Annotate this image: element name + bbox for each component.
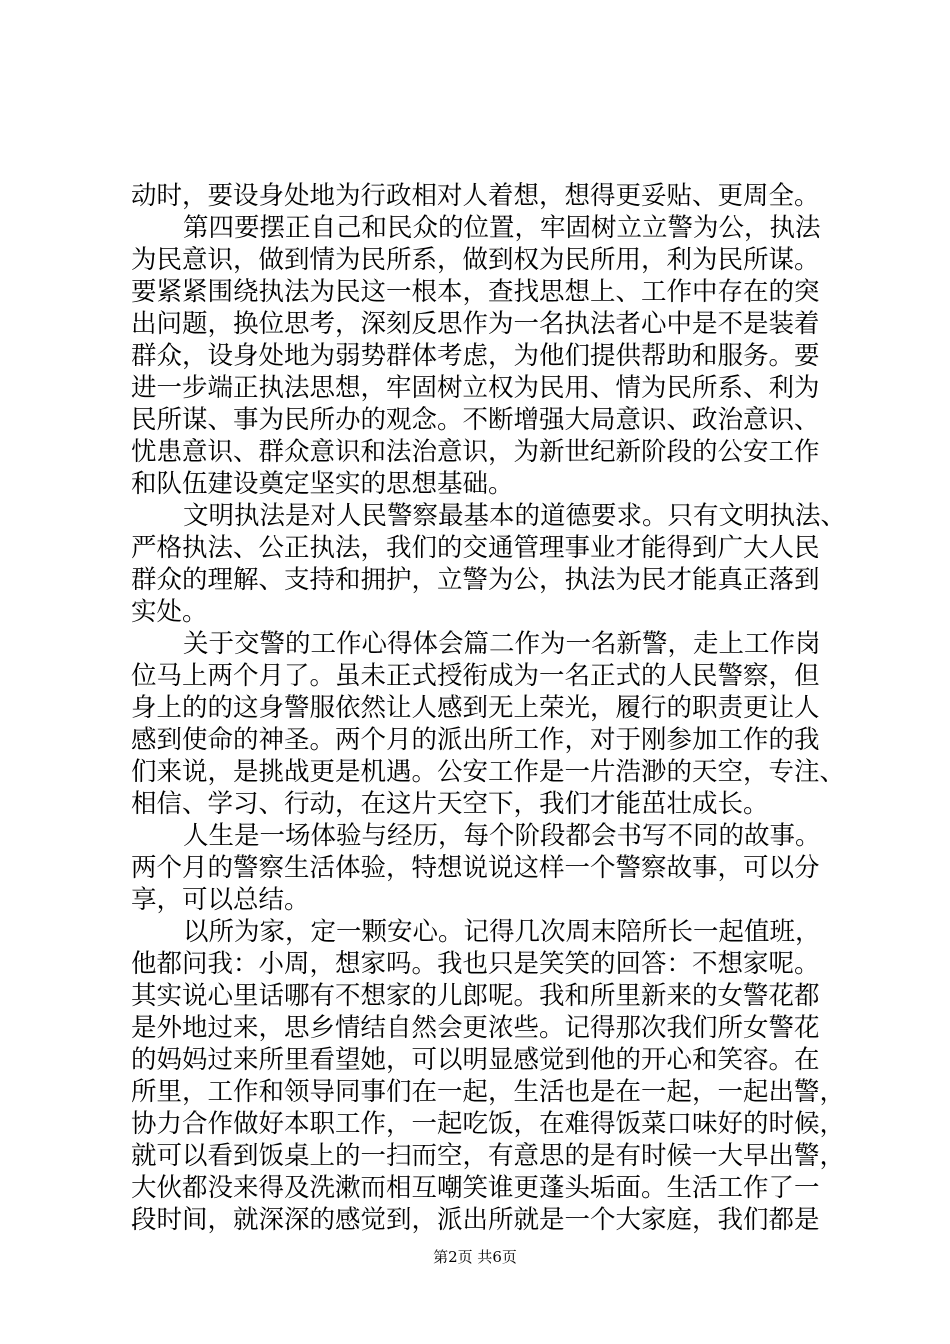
text-line: 出问题，换位思考，深刻反思作为一名执法者心中是不是装着 — [131, 309, 820, 339]
text-line: 人生是一场体验与经历，每个阶段都会书写不同的故事。 — [183, 821, 821, 851]
text-line: 他都问我：小周，想家吗。我也只是笑笑的回答：不想家呢。 — [131, 949, 820, 979]
text-line: 动时，要设身处地为行政相对人着想，想得更妥贴、更周全。 — [131, 181, 820, 211]
body-text — [131, 180, 847, 1236]
text-line: 为民意识，做到情为民所系，做到权为民所用，利为民所谋。 — [131, 245, 820, 275]
text-line: 们来说，是挑战更是机遇。公安工作是一片浩渺的天空，专注、 — [131, 757, 846, 787]
text-line: 相信、学习、行动，在这片天空下，我们才能茁壮成长。 — [131, 789, 769, 819]
text-line: 两个月的警察生活体验，特想说说这样一个警察故事，可以分 — [131, 853, 820, 883]
text-line: 和队伍建设奠定坚实的思想基础。 — [131, 469, 514, 499]
text-line: 要紧紧围绕执法为民这一根本，查找思想上、工作中存在的突 — [131, 277, 820, 307]
text-line: 大伙都没来得及洗漱而相互嘲笑谁更蓬头垢面。生活工作了一 — [131, 1173, 820, 1203]
text-line: 的妈妈过来所里看望她，可以明显感觉到他的开心和笑容。在 — [131, 1045, 820, 1075]
page-footer: 第2页 共6页 — [433, 1248, 517, 1266]
text-line: 身上的的这身警服依然让人感到无上荣光，履行的职责更让人 — [131, 693, 820, 723]
text-line: 就可以看到饭桌上的一扫而空，有意思的是有时候一大早出警， — [131, 1141, 846, 1171]
text-line: 群众的理解、支持和拥护，立警为公，执法为民才能真正落到 — [131, 565, 820, 595]
text-line: 所里，工作和领导同事们在一起，生活也是在一起，一起出警， — [131, 1077, 846, 1107]
text-line: 是外地过来，思乡情结自然会更浓些。记得那次我们所女警花 — [131, 1013, 820, 1043]
text-line: 关于交警的工作心得体会篇二作为一名新警，走上工作岗 — [183, 629, 821, 659]
text-line: 严格执法、公正执法，我们的交通管理事业才能得到广大人民 — [131, 533, 820, 563]
text-line: 忧患意识、群众意识和法治意识，为新世纪新阶段的公安工作 — [131, 437, 820, 467]
text-line: 段时间，就深深的感觉到，派出所就是一个大家庭，我们都是 — [131, 1205, 820, 1235]
text-line: 进一步端正执法思想，牢固树立权为民用、情为民所系、利为 — [131, 373, 820, 403]
text-line: 感到使命的神圣。两个月的派出所工作，对于刚参加工作的我 — [131, 725, 820, 755]
text-line: 民所谋、事为民所办的观念。不断增强大局意识、政治意识、 — [131, 405, 820, 435]
text-line: 文明执法是对人民警察最基本的道德要求。只有文明执法、 — [183, 501, 847, 531]
text-line: 以所为家，定一颗安心。记得几次周末陪所长一起值班， — [183, 917, 821, 947]
text-line: 协力合作做好本职工作，一起吃饭，在难得饭菜口味好的时候， — [131, 1109, 846, 1139]
text-line: 第四要摆正自己和民众的位置，牢固树立立警为公，执法 — [183, 213, 821, 243]
text-line: 其实说心里话哪有不想家的儿郎呢。我和所里新来的女警花都 — [131, 981, 820, 1011]
text-line: 群众，设身处地为弱势群体考虑，为他们提供帮助和服务。要 — [131, 341, 820, 371]
text-line: 位马上两个月了。虽未正式授衔成为一名正式的人民警察，但 — [131, 661, 820, 691]
text-line: 实处。 — [131, 597, 208, 627]
text-line: 享，可以总结。 — [131, 885, 310, 915]
